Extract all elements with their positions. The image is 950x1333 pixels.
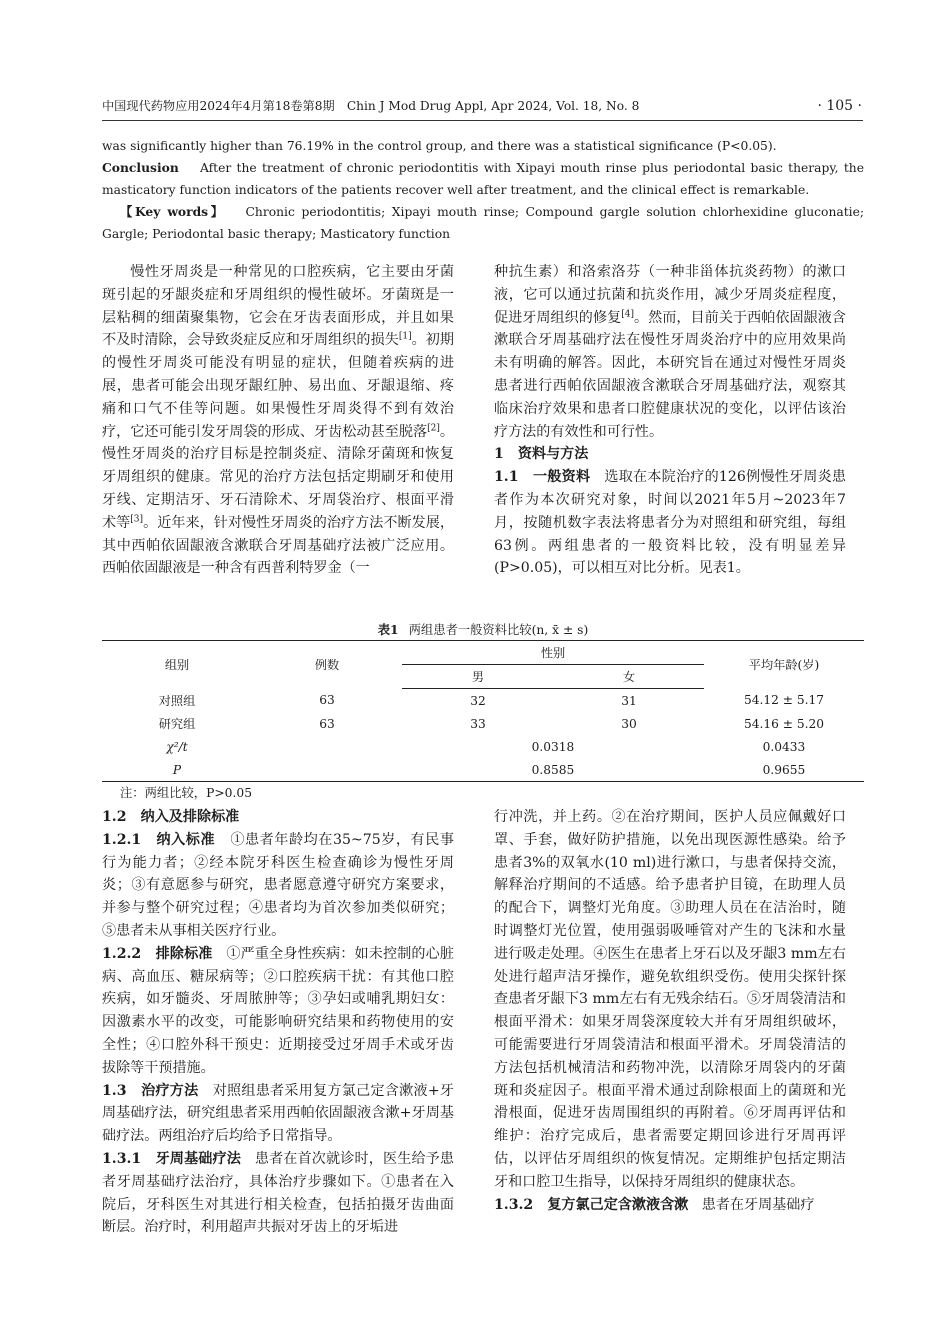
section-1-3-1-cont: 行冲洗，并上药。②在治疗期间，医护人员应佩戴好口罩、手套，做好防护措施，以免出现医源性感染。给予患者3%的双氧水(10 ml)进行漱口，与患者保持交流，解释治疗期间的不适感。给予患者护目镜，在助理人员的配合下，调整灯光角度。③助理人员在在洁治时，随时调整灯光位置，使用强弱吸唾管对产生的飞沫和水量进行吸走处理。④医生在患者上牙石以及牙龈3 mm左右处进行超声洁牙操作，避免软组织受伤。使用尖探针探查患者牙龈下3 mm左右有无残余结石。⑤牙周袋清洁和根面平滑术：如果牙周袋深度较大并有牙周组织破坏，可能需要进行牙周袋清洁和根面平滑术。牙周袋清洁的方法包括机械清洁和药物冲洗，以清除牙周袋内的牙菌斑和炎症因子。根面平滑术通过刮除根面上的菌斑和光滑根面，促进牙齿周围组织的再附着。⑥牙周再评估和维护：治疗完成后，患者需要定期回诊进行牙周再评估，以评估牙周组织的恢复情况。定期维护包括定期洁牙和口腔卫生指导，以保持牙周组织的健康状态。: [494, 809, 846, 1190]
section-1-2-1-heading: 1.2.1 纳入标准: [102, 831, 216, 848]
section-1-1-text: 选取在本院治疗的126例慢性牙周炎患者作为本次研究对象，时间以2021年5月~2023年7月，按随机数字表法将患者分为对照组和研究组，每组63例。两组患者的一般资料比较，没有明显差异(P>0.05)，可以相互对比分析。见表1。: [494, 469, 846, 577]
keywords-label: 【Key words】: [120, 204, 226, 219]
section-1-3-2: [494, 1194, 846, 1217]
table-row: [102, 689, 864, 713]
conclusion-text: After the treatment of chronic periodontitis with Xipayi mouth rinse plus periodontal basic therapy, the masticatory function indicators of the patients recover well after treatment, and the clinical effect is remarkable.: [102, 161, 864, 197]
citation-2: [2]: [427, 422, 440, 433]
journal-info: 中国现代药物应用2024年4月第18卷第8期 Chin J Mod Drug Appl, Apr 2024, Vol. 18, No. 8: [102, 99, 640, 113]
cell-stat-gender: 0.0318: [531, 739, 575, 754]
header-gender: 性别: [402, 641, 704, 665]
running-header: [102, 98, 862, 114]
cell-male: 33: [470, 716, 486, 731]
intro-column-left: [102, 261, 454, 580]
header-group: 组别: [102, 641, 252, 689]
methods-column-right: [494, 806, 846, 1216]
conclusion-label: Conclusion: [102, 160, 179, 175]
cell-age: 54.16 ± 5.20: [744, 716, 824, 731]
intro-text-b: 。初期的慢性牙周炎可能没有明显的症状，但随着疾病的进展，患者可能会出现牙龈红肿、易出血、牙龈退缩、疼痛和口气不佳等问题。如果慢性牙周炎得不到有效治疗，它还可能引发牙周袋的形成、牙齿松动甚至脱落: [102, 332, 454, 440]
cell-female: 30: [621, 716, 637, 731]
cell-age: 54.12 ± 5.17: [744, 693, 824, 708]
cell-stat-age: 0.0433: [762, 739, 806, 754]
intro-text-e: 。然而，目前关于西帕依固龈液含漱联合牙周基础疗法在慢性牙周炎治疗中的应用效果尚未有明确的解答。因此，本研究旨在通过对慢性牙周炎患者进行西帕依固龈液含漱联合牙周基础疗法，观察其临床治疗效果和患者口腔健康状况的变化，以评估该治疗方法的有效性和可行性。: [494, 309, 846, 440]
intro-paragraph: [102, 261, 454, 580]
cell-female: 31: [621, 693, 637, 708]
section-1-3-1-text-a: 患者在首次就诊时，医生给予患者牙周基础疗法治疗，具体治疗步骤如下。①患者在入院后，牙科医生对其进行相关检查，包括拍摄牙齿曲面断层。治疗时，利用超声共振对牙齿上的牙垢进: [102, 1150, 454, 1236]
header-female: 女: [554, 665, 704, 689]
section-1-3-1: [102, 1148, 454, 1239]
table-1: [102, 640, 864, 782]
cell-group: 研究组: [158, 717, 196, 731]
table-1-note: 注：两组比较，P>0.05: [120, 786, 253, 800]
keywords-text: Chronic periodontitis; Xipayi mouth rinse; Compound gargle solution chlorhexidine gluconatie; Gargle; Periodontal basic therapy; Masticatory function: [102, 205, 864, 241]
abstract-results-tail: was significantly higher than 76.19% in the control group, and there was a statistical significance (P<0.05).: [102, 139, 777, 153]
section-1-1: [494, 466, 846, 580]
intro-text-a: 慢性牙周炎是一种常见的口腔疾病，它主要由牙菌斑引起的牙龈炎症和牙周组织的慢性破坏。牙菌斑是一层粘稠的细菌聚集物，它会在牙齿表面形成，并且如果不及时清除，会导致炎症反应和牙周组织的损失: [102, 264, 454, 349]
cell-stat-label: P: [102, 758, 252, 782]
header-age: 平均年龄(岁): [704, 641, 864, 689]
english-abstract: [102, 135, 864, 245]
intro-column-right: [494, 261, 846, 580]
header-cases: 例数: [252, 641, 402, 689]
abstract-conclusion: [102, 157, 864, 201]
cell-group: 对照组: [158, 693, 196, 708]
cell-empty: [252, 758, 402, 782]
cell-cases: 63: [319, 716, 335, 731]
section-1-2-2: [102, 943, 454, 1080]
section-1-1-heading: 1.1 一般资料: [494, 469, 591, 486]
intro-text-c: 。慢性牙周炎的治疗目标是控制炎症、清除牙菌斑和恢复牙周组织的健康。常见的治疗方法包括定期刷牙和使用牙线、定期洁牙、牙石清除术、牙周袋治疗、根面平滑术等: [102, 423, 455, 531]
citation-1: [1]: [398, 331, 412, 342]
section-1-3-2-text: 患者在牙周基础疗: [701, 1196, 815, 1213]
section-1-2-2-text: ①严重全身性疾病：如未控制的心脏病、高血压、糖尿病等；②口腔疾病干扰：有其他口腔疾病，如牙髓炎、牙周脓肿等；③孕妇或哺乳期妇女：因激素水平的改变，可能影响研究结果和药物使用的安全性；④口腔外科干预史：近期接受过牙周手术或牙齿拔除等干预措施。: [102, 945, 454, 1076]
citation-4: [4]: [621, 308, 634, 319]
section-1-2-1-text: ①患者年龄均在35~75岁，有民事行为能力者；②经本院牙科医生检查确诊为慢性牙周炎；③有意愿参与研究，患者愿意遵守研究方案要求，并参与整个研究过程；④患者均为首次参加类似研究；⑤患者未从事相关医疗行业。: [102, 831, 454, 939]
table-row: [102, 735, 864, 758]
cell-stat-age: 0.9655: [704, 758, 864, 782]
methods-column-left: [102, 806, 454, 1239]
section-1-3: [102, 1080, 454, 1148]
keywords: [102, 201, 864, 245]
section-1-2-1: [102, 829, 454, 943]
cell-male: 32: [470, 693, 486, 708]
intro-continuation: [494, 261, 846, 443]
cell-stat-label: χ²/t: [166, 739, 188, 754]
page-number: · 105 ·: [817, 98, 862, 114]
section-1-3-2-heading: 1.3.2 复方氯己定含漱液含漱: [494, 1196, 689, 1213]
section-1-3-text: 对照组患者采用复方氯己定含漱液+牙周基础疗法，研究组患者采用西帕依固龈液含漱+牙周基础疗法。两组治疗后均给予日常指导。: [102, 1082, 454, 1145]
citation-3: [3]: [130, 514, 144, 525]
table-1-caption: [102, 620, 864, 638]
intro-text-d: 。近年来，针对慢性牙周炎的治疗方法不断发展，其中西帕依固龈液含漱联合牙周基础疗法被广泛应用。西帕依固龈液是一种含有西普利特罗金（一: [102, 514, 455, 577]
cell-stat-gender: 0.8585: [402, 758, 704, 782]
section-1-3-1-heading: 1.3.1 牙周基础疗法: [102, 1150, 242, 1167]
table-row: [102, 758, 864, 782]
section-1-3-heading: 1.3 治疗方法: [102, 1082, 199, 1099]
intro-text-d-cont: 种抗生素）和洛索洛芬（一种非甾体抗炎药物）的漱口液，它可以通过抗菌和抗炎作用，减少牙周炎症程度，促进牙周组织的修复: [494, 264, 846, 326]
section-1-2-2-heading: 1.2.2 排除标准: [102, 945, 213, 962]
cell-cases: 63: [319, 693, 335, 708]
section-1-heading: 1 资料与方法: [494, 446, 589, 463]
section-1-2-heading: 1.2 纳入及排除标准: [102, 809, 240, 825]
table-1-number: 表1: [377, 622, 399, 637]
cell-empty: [252, 735, 402, 758]
header-divider: [102, 120, 863, 121]
header-male: 男: [402, 665, 554, 689]
table-row: [102, 712, 864, 735]
table-1-title: 两组患者一般资料比较(n, x̄ ± s): [408, 623, 589, 637]
